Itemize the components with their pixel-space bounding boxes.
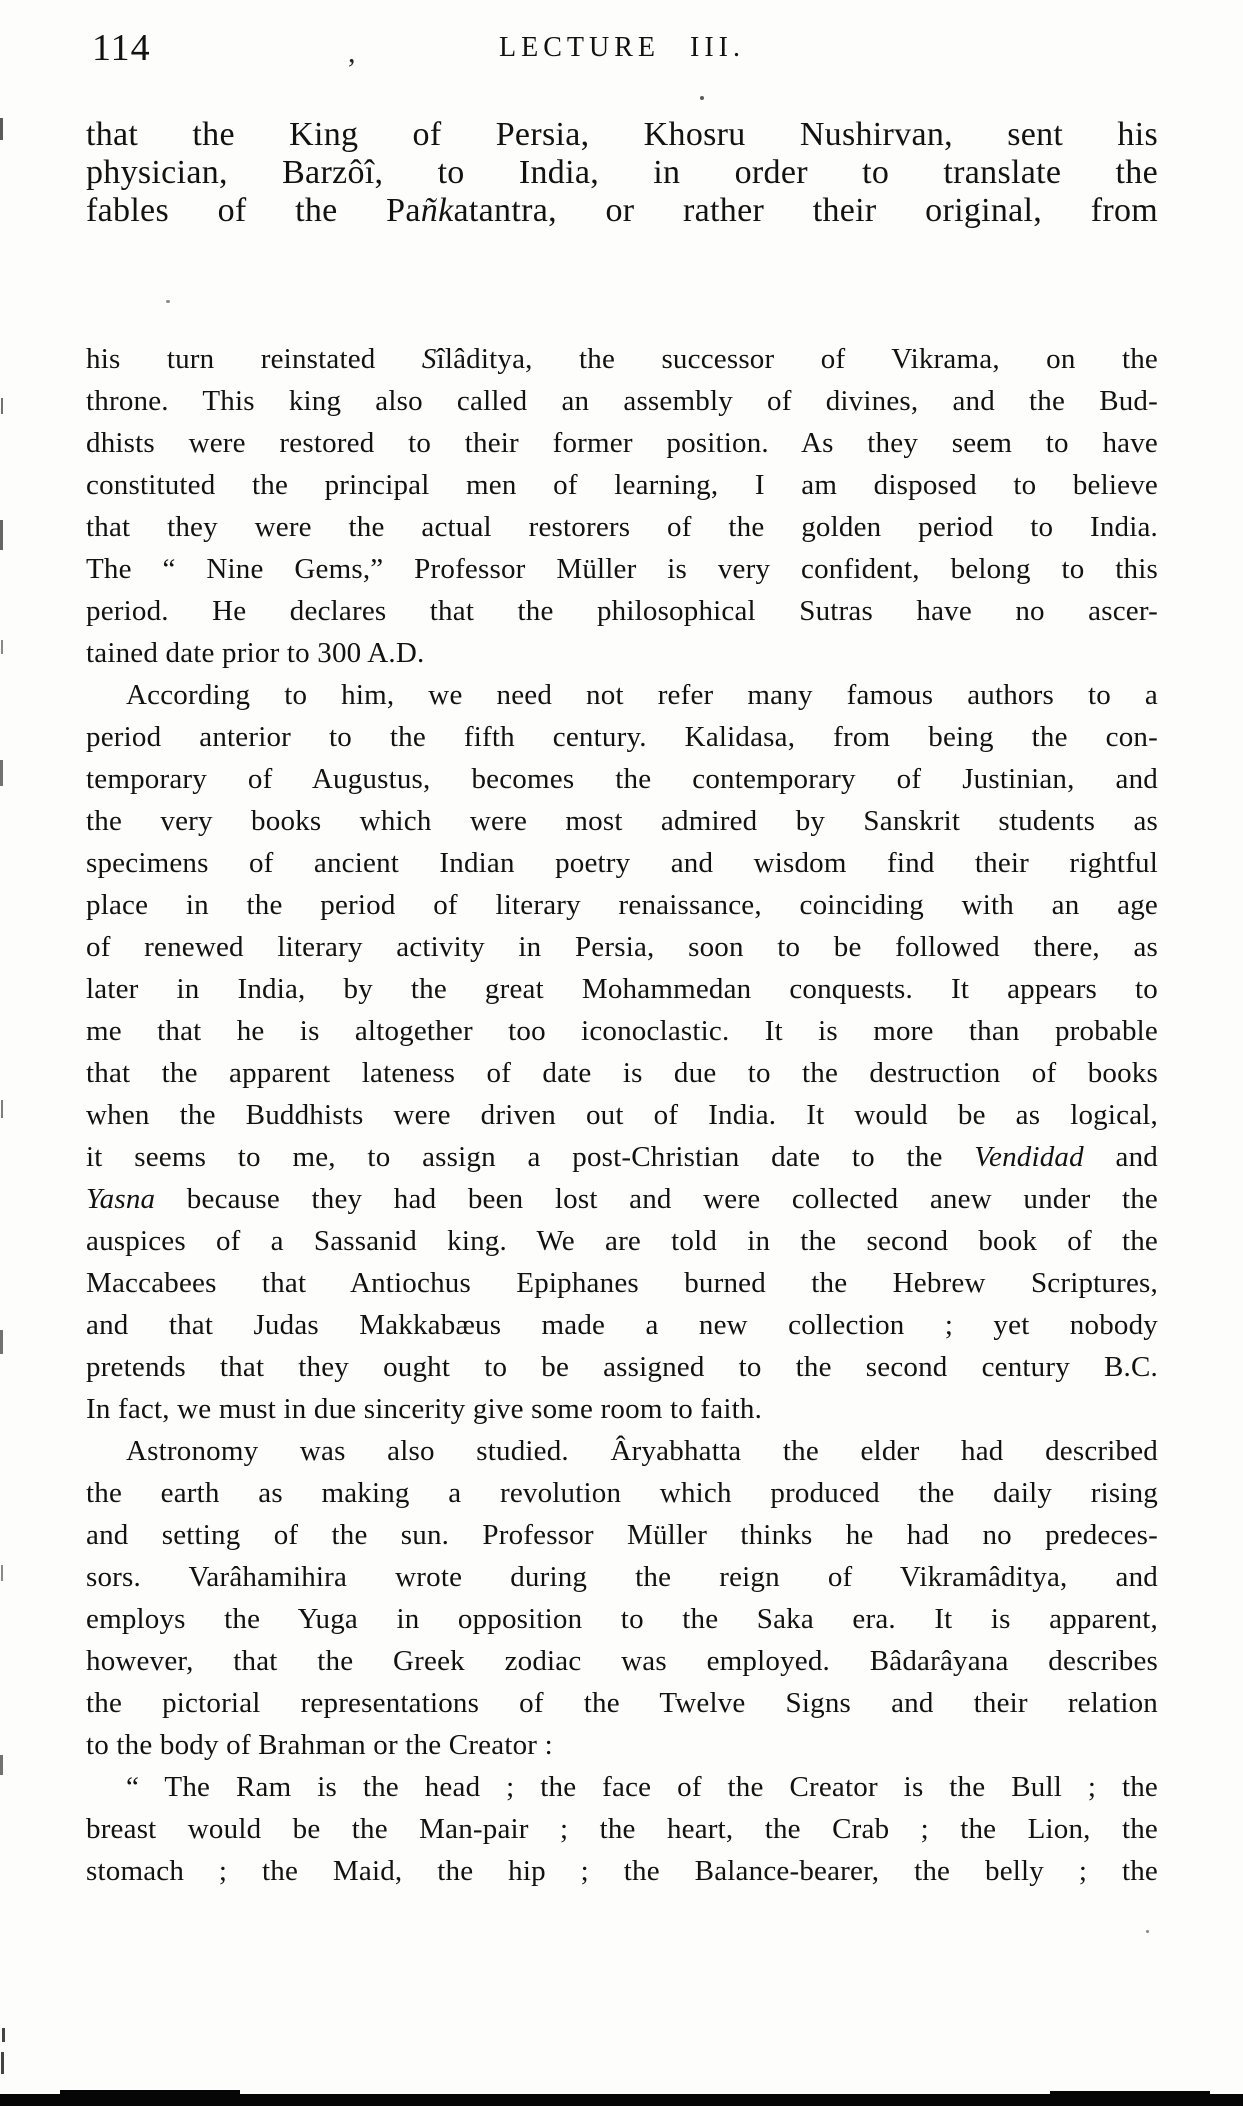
text-line: that the apparent lateness of date is due to the destruction of books xyxy=(86,1057,1158,1089)
scan-artifact xyxy=(1,1100,3,1118)
text-line: place in the period of literary renaissance, coinciding with an age xyxy=(86,889,1158,921)
text-line: auspices of a Sassanid king. We are told in the second book of the xyxy=(86,1225,1158,1257)
scan-edge-band xyxy=(0,2094,1243,2106)
text-line: and that Judas Makkabæus made a new collection ; yet nobody xyxy=(86,1309,1158,1341)
text-line: employs the Yuga in opposition to the Saka era. It is apparent, xyxy=(86,1603,1158,1635)
text-line: the pictorial representations of the Twelve Signs and their relation xyxy=(86,1687,1158,1719)
text-line: the very books which were most admired by Sanskrit students as xyxy=(86,805,1158,837)
text-line: his turn reinstated Sîlâditya, the successor of Vikrama, on the xyxy=(86,343,1158,375)
text-line: The “ Nine Gems,” Professor Müller is very confident, belong to this xyxy=(86,553,1158,585)
text-line: pretends that they ought to be assigned to the second century B.C. xyxy=(86,1351,1158,1383)
scan-artifact xyxy=(0,118,3,140)
scan-speck xyxy=(166,300,170,303)
scan-artifact xyxy=(1,398,3,414)
running-title: LECTURE III. xyxy=(499,32,745,63)
text-line: breast would be the Man-pair ; the heart, the Crab ; the Lion, the xyxy=(86,1813,1158,1845)
text-line: constituted the principal men of learning, I am disposed to believe xyxy=(86,469,1158,501)
notes-text-block xyxy=(86,338,1158,1892)
text-line: Yasna because they had been lost and were collected anew under the xyxy=(86,1183,1158,1215)
text-line: period anterior to the fifth century. Kalidasa, from being the con- xyxy=(86,721,1158,753)
text-line: In fact, we must in due sincerity give some room to faith. xyxy=(86,1393,763,1425)
scan-artifact xyxy=(0,1755,3,1775)
scan-artifact xyxy=(1,640,3,654)
text-line: stomach ; the Maid, the hip ; the Balance-bearer, the belly ; the xyxy=(86,1855,1158,1887)
text-line: when the Buddhists were driven out of India. It would be as logical, xyxy=(86,1099,1158,1131)
text-line: Maccabees that Antiochus Epiphanes burned the Hebrew Scriptures, xyxy=(86,1267,1158,1299)
text-line: however, that the Greek zodiac was employed. Bâdarâyana describes xyxy=(86,1645,1158,1677)
scan-artifact xyxy=(1,1565,3,1581)
page-header xyxy=(86,26,1158,76)
text-line: to the body of Brahman or the Creator : xyxy=(86,1729,553,1761)
text-line: tained date prior to 300 A.D. xyxy=(86,637,425,669)
text-line: the earth as making a revolution which produced the daily rising xyxy=(86,1477,1158,1509)
scan-artifact xyxy=(2,2028,5,2042)
text-line: sors. Varâhamihira wrote during the reign of Vikramâditya, and xyxy=(86,1561,1158,1593)
text-line: specimens of ancient Indian poetry and wisdom find their rightful xyxy=(86,847,1158,879)
text-line: that the King of Persia, Khosru Nushirvan, sent his xyxy=(86,116,1158,153)
scan-artifact xyxy=(0,760,3,786)
text-line: of renewed literary activity in Persia, soon to be followed there, as xyxy=(86,931,1158,963)
page-number: 114 xyxy=(92,27,151,69)
scan-speck xyxy=(700,96,704,100)
scan-artifact xyxy=(0,1330,3,1354)
text-line: physician, Barzôî, to India, in order to translate the xyxy=(86,154,1158,191)
text-line: “ The Ram is the head ; the face of the Creator is the Bull ; the xyxy=(126,1771,1158,1803)
text-line: later in India, by the great Mohammedan conquests. It appears to xyxy=(86,973,1158,1005)
scan-speck xyxy=(1146,1930,1149,1933)
main-text-block xyxy=(86,116,1158,230)
text-line: fables of the Pañkatantra, or rather their original, from xyxy=(86,192,1159,229)
text-line: period. He declares that the philosophical Sutras have no ascer- xyxy=(86,595,1158,627)
text-line: it seems to me, to assign a post-Christian date to the Vendidad and xyxy=(86,1141,1159,1173)
text-line: throne. This king also called an assembly of divines, and the Bud- xyxy=(86,385,1158,417)
scan-artifact xyxy=(1,2052,4,2074)
scan-speck: , xyxy=(348,36,356,69)
text-line: that they were the actual restorers of the golden period to India. xyxy=(86,511,1158,543)
text-line: temporary of Augustus, becomes the contemporary of Justinian, and xyxy=(86,763,1158,795)
text-line: Astronomy was also studied. Âryabhatta the elder had described xyxy=(126,1435,1158,1467)
text-line: me that he is altogether too iconoclastic. It is more than probable xyxy=(86,1015,1158,1047)
text-line: and setting of the sun. Professor Müller thinks he had no predeces- xyxy=(86,1519,1158,1551)
scan-artifact xyxy=(0,520,3,550)
text-line: dhists were restored to their former position. As they seem to have xyxy=(86,427,1158,459)
text-line: According to him, we need not refer many famous authors to a xyxy=(126,679,1158,711)
